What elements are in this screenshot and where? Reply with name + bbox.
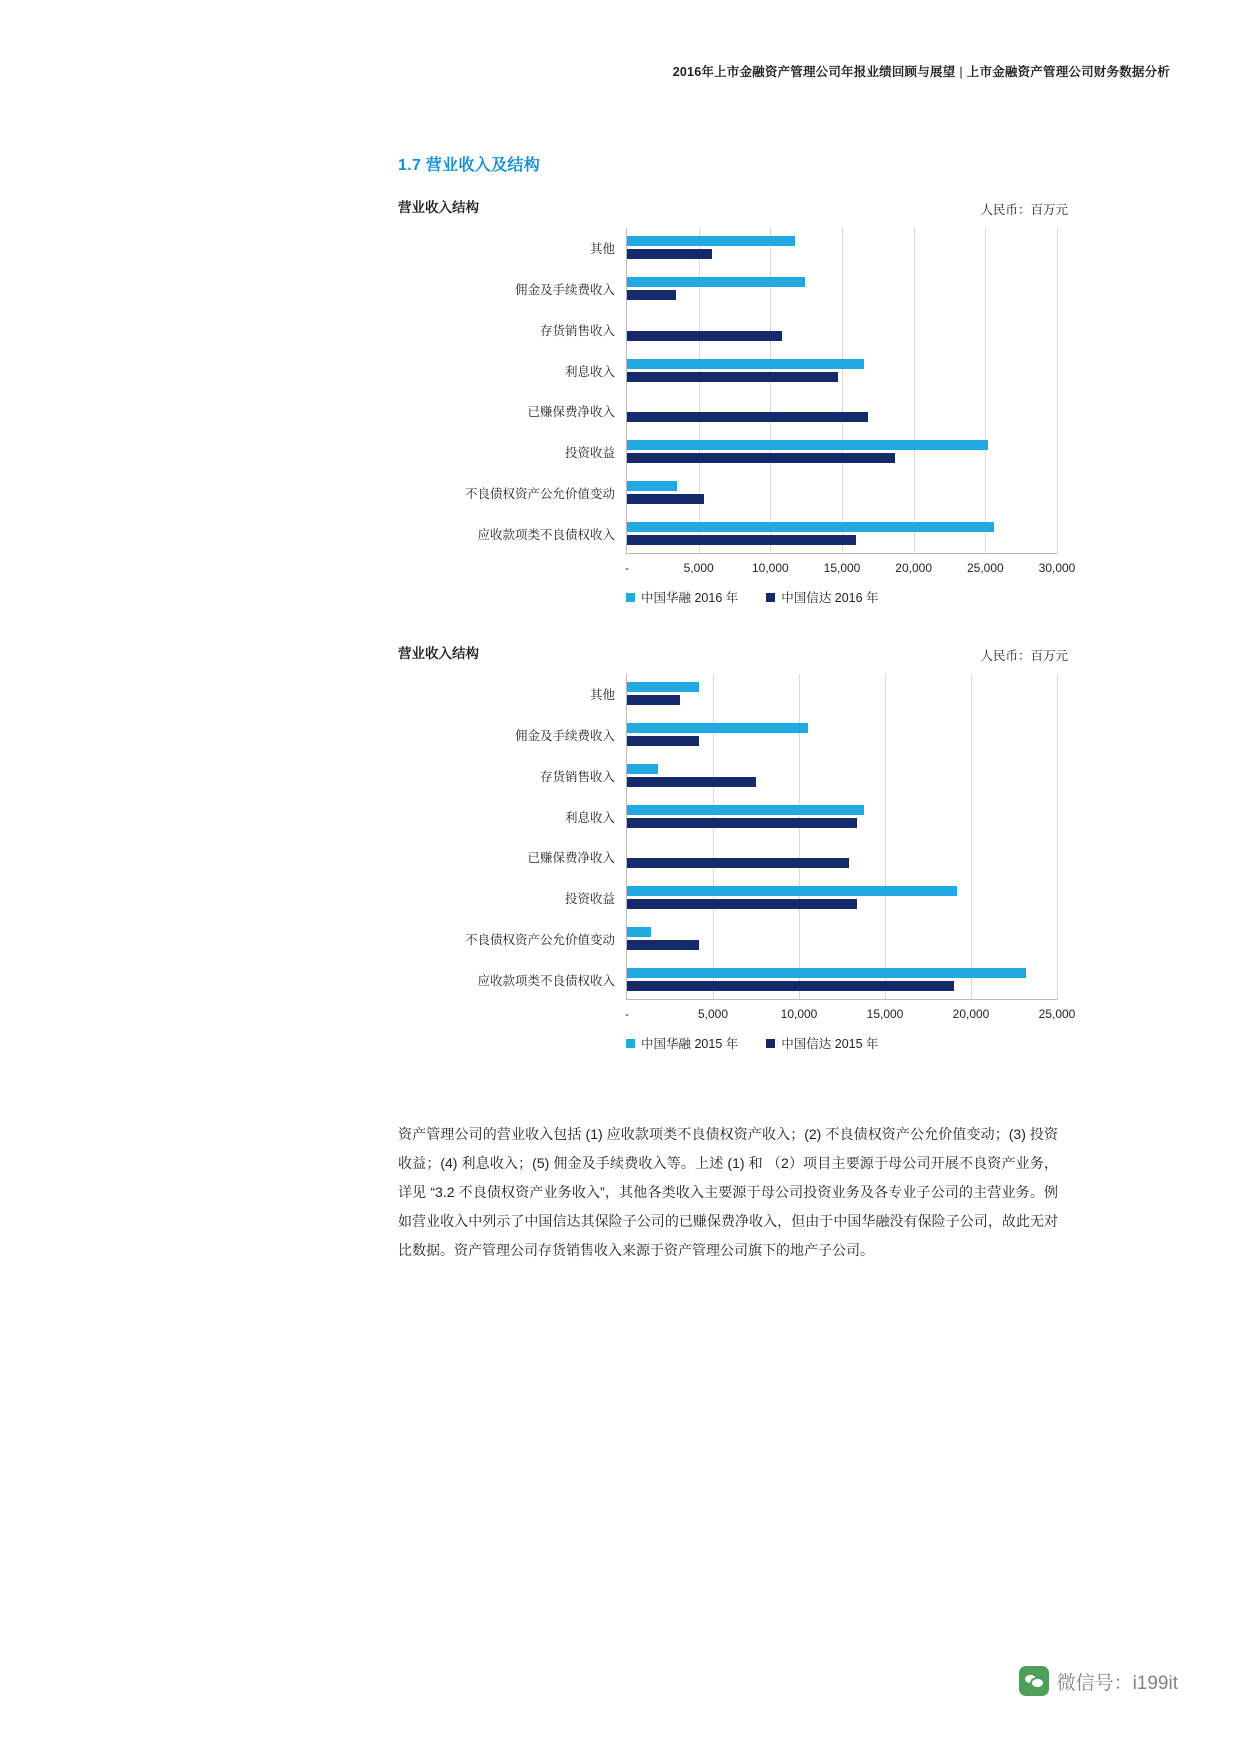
x-axis-tick-label: 10,000	[780, 1007, 818, 1021]
bar-series-2	[627, 249, 712, 259]
chart-unit-label: 人民币：百万元	[980, 203, 1068, 217]
x-axis-tick-label: 5,000	[683, 561, 714, 575]
chart-plot-area	[398, 674, 1076, 1021]
chart-category-row	[564, 432, 1057, 473]
category-axis-label: 投资收益	[564, 446, 615, 461]
wechat-icon	[1019, 1666, 1049, 1696]
bar-series-2	[627, 290, 676, 300]
legend-item-cinda	[766, 1034, 878, 1052]
bar-series-1	[627, 236, 795, 246]
bar-series-2	[627, 777, 756, 787]
bar-series-2	[627, 858, 849, 868]
bar-series-1	[627, 764, 658, 774]
bar-series-2	[627, 940, 699, 950]
bar-series-2	[627, 695, 680, 705]
bar-series-1	[627, 440, 988, 450]
chart-legend	[626, 1034, 879, 1052]
chart-category-row	[464, 473, 1057, 514]
bar-series-2	[627, 494, 704, 504]
chart-plot-area	[398, 228, 1076, 575]
category-axis-label: 不良债权资产公允价值变动	[464, 486, 615, 501]
category-axis-label: 其他	[589, 688, 615, 703]
x-axis-tick-label: 30,000	[1038, 561, 1076, 575]
legend-swatch-icon	[626, 1039, 635, 1048]
chart-category-row	[589, 674, 1057, 715]
watermark-text: 微信号：i199it	[1056, 1672, 1178, 1694]
chart-category-row	[514, 269, 1057, 310]
bar-series-2	[627, 412, 868, 422]
category-axis-label: 应收款项类不良债权收入	[477, 527, 615, 542]
chart-unit-label: 人民币：百万元	[980, 649, 1068, 663]
chart-title: 营业收入结构	[398, 646, 479, 661]
header-separator: |	[959, 65, 963, 79]
category-axis-label: 已赚保费净收入	[527, 851, 615, 866]
chart-category-row	[477, 959, 1057, 1000]
legend-item-cinda	[766, 588, 878, 606]
x-axis-tick-label: 5,000	[697, 1007, 729, 1021]
bar-series-1	[627, 805, 864, 815]
legend-label: 中国华融 2016 年	[641, 591, 739, 605]
bar-series-1	[627, 968, 1026, 978]
category-axis-label: 应收款项类不良债权收入	[477, 973, 615, 988]
chart-canvas	[464, 674, 1076, 1021]
category-axis-label: 佣金及手续费收入	[514, 729, 615, 744]
category-axis-label: 存货销售收入	[539, 323, 615, 338]
x-axis-tick-label: -	[625, 561, 629, 575]
legend-label: 中国信达 2016 年	[781, 591, 879, 605]
category-axis-label: 利息收入	[564, 364, 615, 379]
x-axis-tick-label: -	[625, 1007, 629, 1021]
chart-category-row	[464, 919, 1057, 960]
bar-series-2	[627, 818, 857, 828]
page-header	[673, 62, 1170, 80]
chart-category-row	[564, 878, 1057, 919]
chart-category-row	[589, 228, 1057, 269]
bar-series-2	[627, 899, 857, 909]
chart-canvas	[464, 228, 1076, 575]
chart-category-row	[514, 715, 1057, 756]
x-axis-tick-label: 20,000	[952, 1007, 990, 1021]
chart-category-row	[477, 513, 1057, 554]
section-title: 1.7 营业收入及结构	[398, 157, 540, 174]
bar-series-2	[627, 372, 838, 382]
legend-label: 中国华融 2015 年	[641, 1037, 739, 1051]
bar-series-2	[627, 981, 954, 991]
x-axis-tick-label: 20,000	[895, 561, 933, 575]
bar-series-1	[627, 927, 651, 937]
legend-swatch-icon	[766, 1039, 775, 1048]
bar-series-2	[627, 453, 895, 463]
category-axis-label: 存货销售收入	[539, 769, 615, 784]
chart-category-row	[564, 350, 1057, 391]
bar-series-1	[627, 682, 699, 692]
category-axis-label: 利息收入	[564, 810, 615, 825]
bar-series-2	[627, 535, 856, 545]
chart-category-row	[527, 391, 1057, 432]
x-axis-tick-label: 15,000	[823, 561, 861, 575]
body-paragraph: 资产管理公司的营业收入包括 (1) 应收款项类不良债权资产收入；(2) 不良债权资产公允价值变动；(3) 投资收益；(4) 利息收入；(5) 佣金及手续费收入等。上述 (1) 和 （2）项目主要源于母公司开展不良资产业务，详见 “3.2 不良债权资产业务收入”，其他各类收入主要源于母公司投资业务及各专业子公司的主营业务。例如营业收入中列示了中国信达其保险子公司的已赚保费净收入，但由于中国华融没有保险子公司，故此无对比数据。资产管理公司存货销售收入来源于资产管理公司旗下的地产子公司。	[398, 1126, 1058, 1258]
legend-item-huarong	[626, 588, 738, 606]
legend-swatch-icon	[626, 593, 635, 602]
gridline	[1057, 674, 1058, 1000]
x-axis-tick-label: 25,000	[1038, 1007, 1076, 1021]
category-axis-label: 不良债权资产公允价值变动	[464, 932, 615, 947]
gridline	[1057, 228, 1058, 554]
bar-series-2	[627, 736, 699, 746]
category-axis-label: 已赚保费净收入	[527, 405, 615, 420]
chart-category-row	[564, 796, 1057, 837]
bar-series-1	[627, 522, 994, 532]
watermark	[1019, 1666, 1178, 1696]
bar-series-1	[627, 277, 805, 287]
bar-series-1	[627, 359, 864, 369]
category-axis-label: 佣金及手续费收入	[514, 283, 615, 298]
header-main-title: 2016年上市金融资产管理公司年报业绩回顾与展望	[672, 65, 956, 79]
x-axis-tick-label: 10,000	[751, 561, 789, 575]
bar-series-1	[627, 481, 677, 491]
chart-category-row	[539, 756, 1057, 797]
legend-item-huarong	[626, 1034, 738, 1052]
legend-swatch-icon	[766, 593, 775, 602]
legend-label: 中国信达 2015 年	[781, 1037, 879, 1051]
chart-category-row	[527, 837, 1057, 878]
x-axis-tick-label: 25,000	[966, 561, 1004, 575]
bar-series-1	[627, 723, 808, 733]
x-axis-tick-label: 15,000	[866, 1007, 904, 1021]
header-sub-title: 上市金融资产管理公司财务数据分析	[966, 65, 1170, 79]
category-axis-label: 投资收益	[564, 892, 615, 907]
bar-series-2	[627, 331, 782, 341]
bar-series-1	[627, 886, 957, 896]
category-axis-label: 其他	[589, 242, 615, 257]
chart-category-row	[539, 310, 1057, 351]
chart-legend	[626, 588, 879, 606]
chart-title: 营业收入结构	[398, 200, 479, 215]
